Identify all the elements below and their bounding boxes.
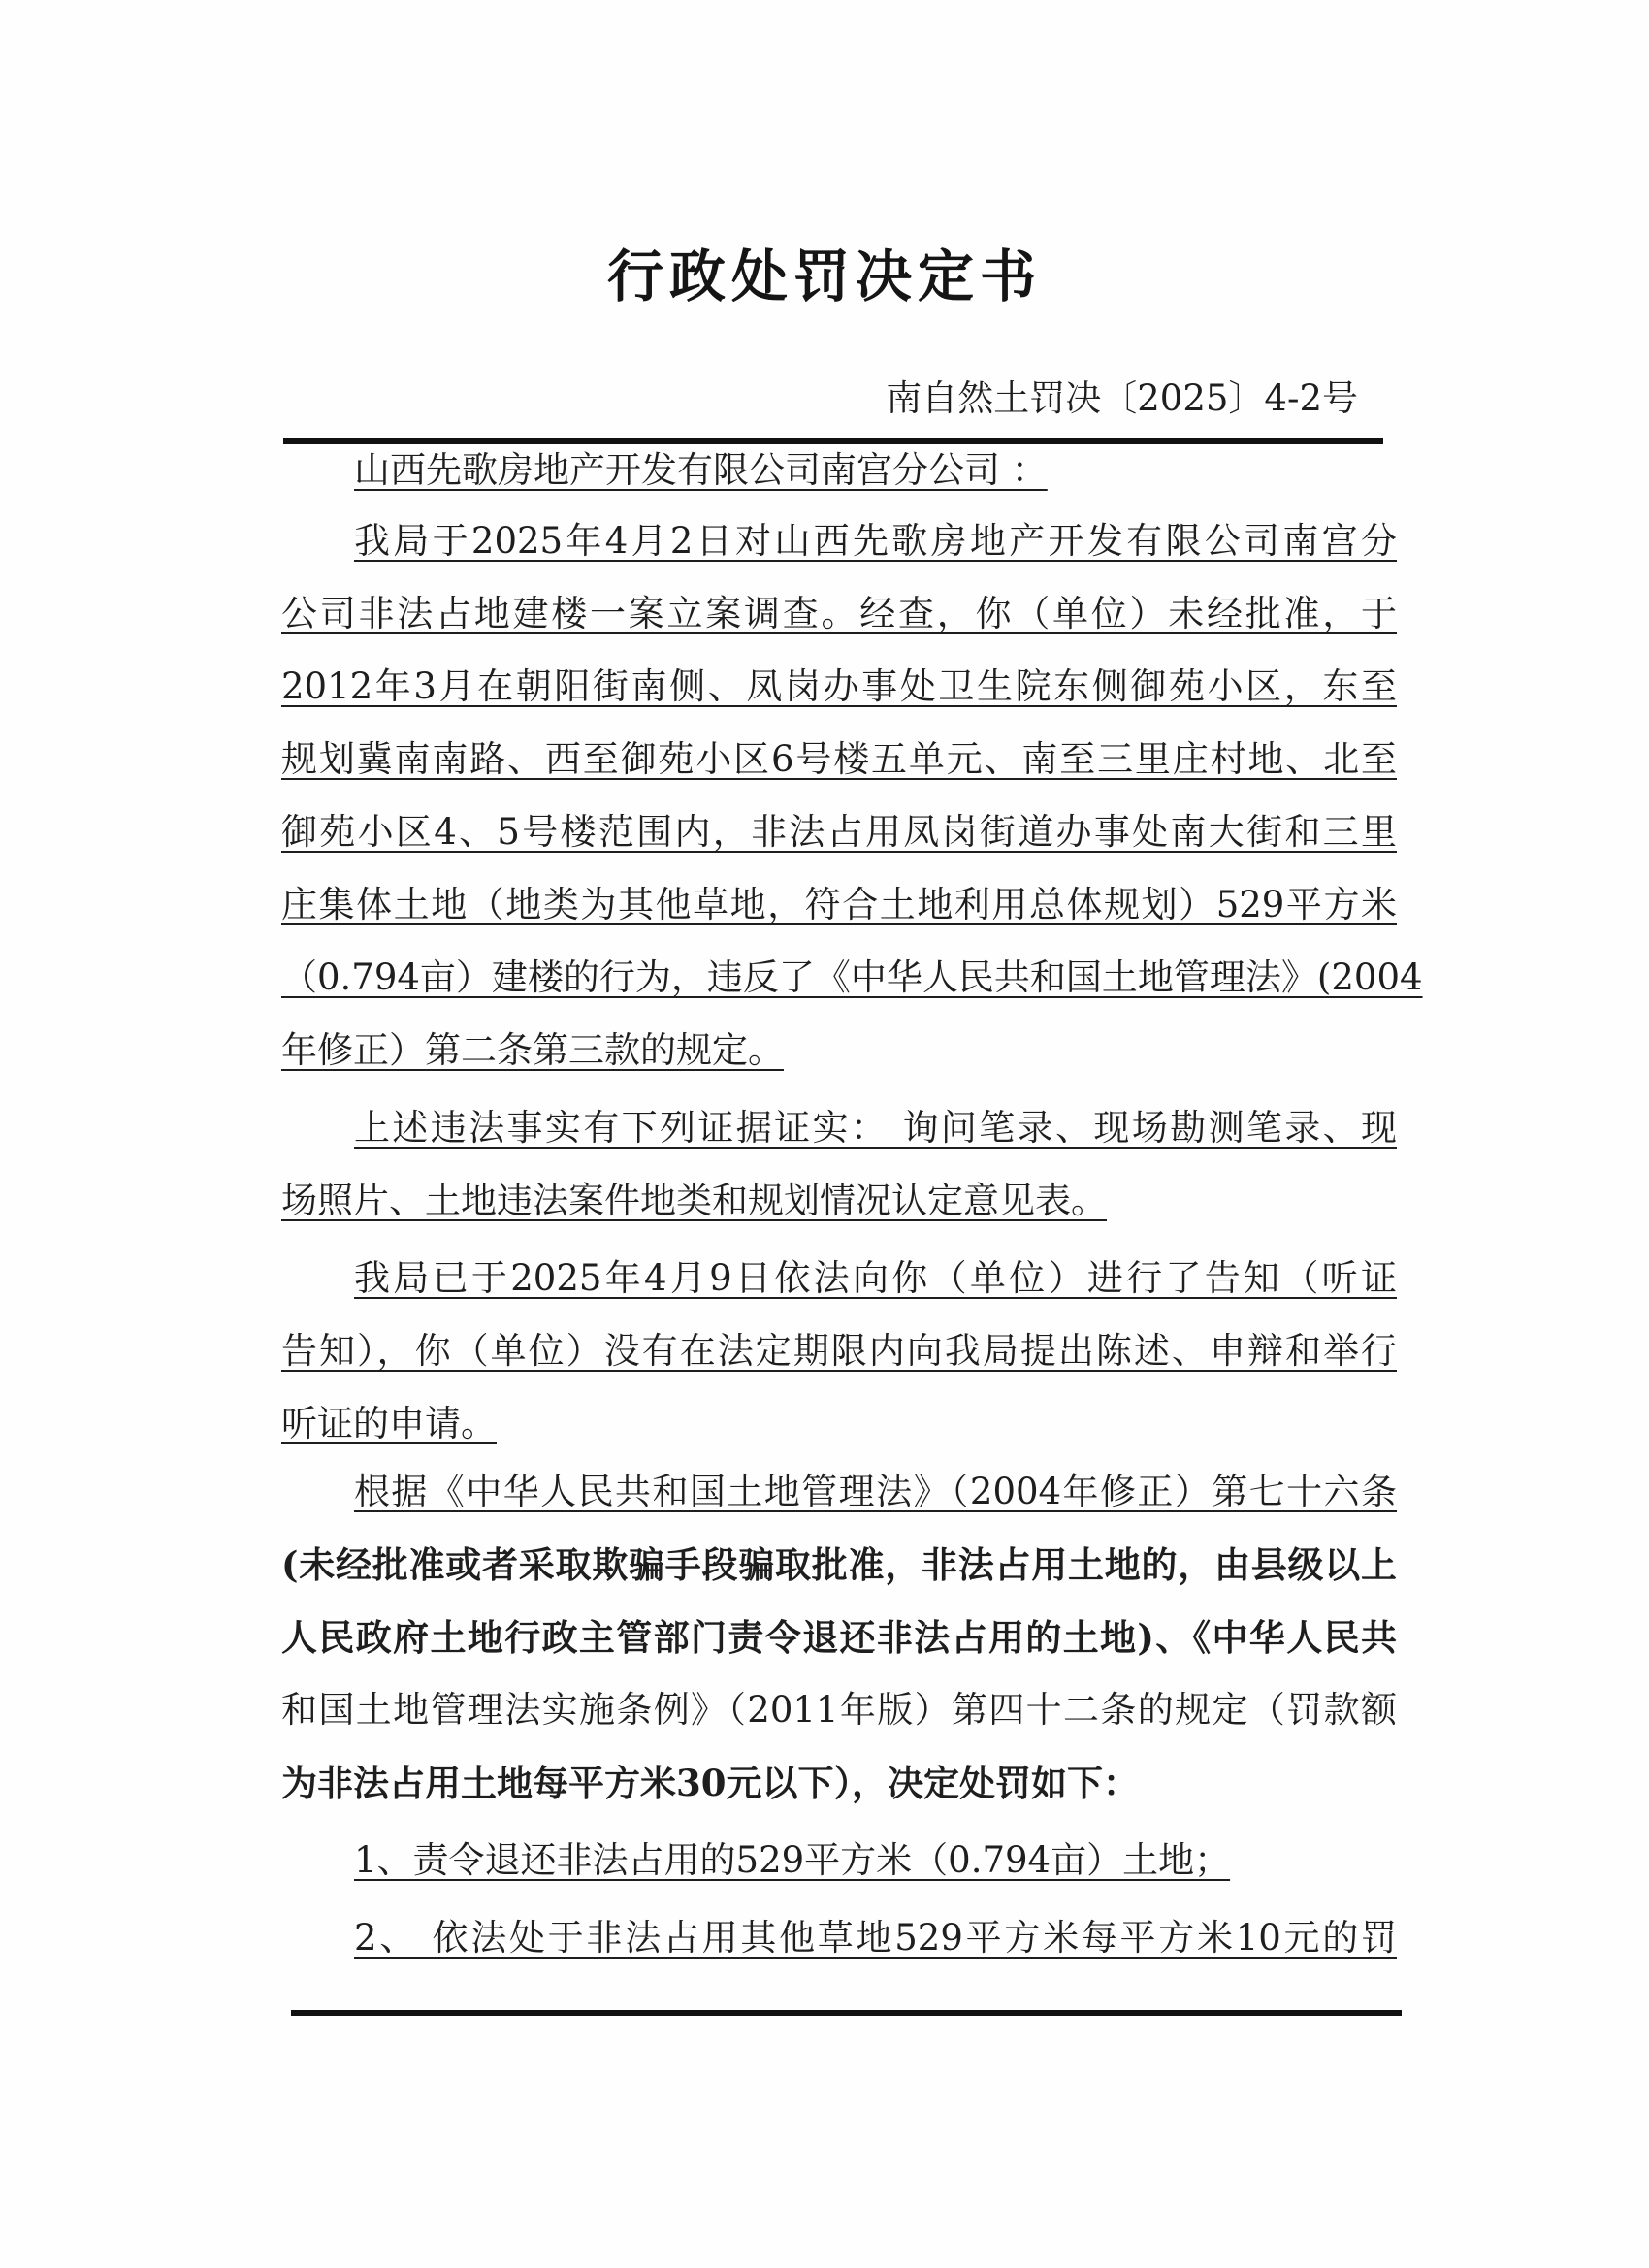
body-line: 场照片、土地违法案件地类和规划情况认定意见表。 bbox=[281, 1180, 1107, 1221]
body-line: 和国土地管理法实施条例》（2011年版）第四十二条的规定（罚款额 bbox=[281, 1689, 1397, 1731]
body-line: 御苑小区4、5号楼范围内，非法占用凤岗街道办事处南大街和三里 bbox=[281, 811, 1397, 853]
body-line: 庄集体土地（地类为其他草地，符合土地利用总体规划）529平方米 bbox=[281, 884, 1397, 925]
body-line: 听证的申请。 bbox=[281, 1403, 497, 1444]
document-number: 南自然土罚决〔2025〕4-2号 bbox=[886, 377, 1358, 419]
document-title: 行政处罚决定书 bbox=[606, 243, 1042, 309]
body-line: 2012年3月在朝阳街南侧、凤岗办事处卫生院东侧御苑小区，东至 bbox=[281, 665, 1397, 707]
body-line: 上述违法事实有下列证据证实： 询问笔录、现场勘测笔录、现 bbox=[354, 1107, 1397, 1149]
body-line: 年修正）第二条第三款的规定。 bbox=[281, 1029, 784, 1071]
body-line: 为非法占用土地每平方米30元以下），决定处罚如下： bbox=[281, 1762, 1139, 1804]
body-line: 公司非法占地建楼一案立案调查。经查，你（单位）未经批准，于 bbox=[281, 593, 1397, 634]
addressee-line: 山西先歌房地产开发有限公司南宫分公司 ： bbox=[354, 449, 1048, 491]
penalty-item: 2、 依法处于非法占用其他草地529平方米每平方米10元的罚 bbox=[354, 1917, 1397, 1959]
body-line: 人民政府土地行政主管部门责令退还非法占用的土地)、《中华人民共 bbox=[281, 1616, 1397, 1659]
body-line: (未经批准或者采取欺骗手段骗取批准，非法占用土地的，由县级以上 bbox=[281, 1543, 1397, 1586]
footer-rule bbox=[291, 2010, 1402, 2016]
body-line: 根据《中华人民共和国土地管理法》（2004年修正）第七十六条 bbox=[354, 1471, 1397, 1512]
body-line: （0.794亩）建楼的行为，违反了《中华人民共和国土地管理法》(2004 bbox=[281, 956, 1423, 998]
body-line: 告知），你（单位）没有在法定期限内向我局提出陈述、申辩和举行 bbox=[281, 1330, 1397, 1372]
penalty-item: 1、责令退还非法占用的529平方米（0.794亩）土地； bbox=[354, 1839, 1231, 1881]
body-line: 我局于2025年4月2日对山西先歌房地产开发有限公司南宫分 bbox=[354, 520, 1397, 562]
body-line: 规划冀南南路、西至御苑小区6号楼五单元、南至三里庄村地、北至 bbox=[281, 738, 1397, 780]
body-line: 我局已于2025年4月9日依法向你（单位）进行了告知（听证 bbox=[354, 1257, 1397, 1299]
